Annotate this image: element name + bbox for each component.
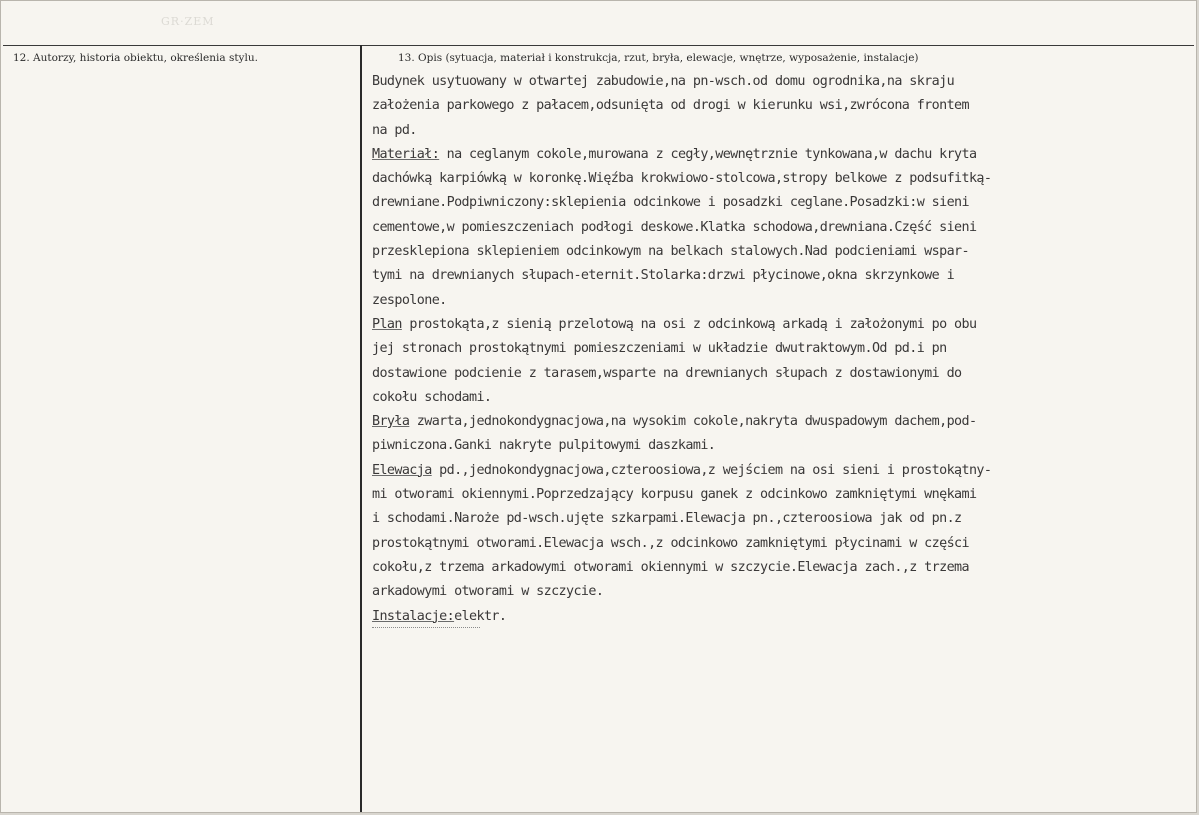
text-line: drewniane.Podpiwniczony:sklepienia odcinkowe i posadzki ceglane.Posadzki:w sieni [372,195,969,211]
elevation-label: Elewacja [372,462,432,478]
plan-first-line [372,313,1192,337]
text-line: na pd. [372,122,417,138]
text-line: tymi na drewnianych słupach-eternit.Stolarka:drzwi płycinowe,okna skrzynkowe i [372,268,955,284]
text-line: cementowe,w pomieszczeniach podłogi deskowe.Klatka schodowa,drewniana.Część sieni [372,219,977,235]
section-13-header: 13. Opis (sytuacja, materiał i konstrukcja, rzut, bryła, elewacje, wnętrze, wyposażenie, instalacje) [398,52,919,64]
material-label: Materiał: [372,146,440,162]
plan-text: prostokąta,z sienią przelotową na osi z odcinkową arkadą i założonymi po obu [401,316,977,332]
text-line: piwniczona.Ganki nakryte pulpitowymi daszkami. [372,438,716,454]
installations-value: elektr. [454,608,507,624]
section-13-description [372,70,1192,628]
installations-label: Instalacje: [372,608,455,624]
header-rule [3,45,1194,46]
column-divider [360,45,362,813]
massing-first-line [372,410,1192,434]
massing-label: Bryła [372,414,410,430]
elevation-text: pd.,jednokondygnacjowa,czteroosiowa,z wejściem na osi sieni i prostokątny- [431,462,992,478]
text-line: jej stronach prostokątnymi pomieszczeniami w układzie dwutraktowym.Od pd.i pn [372,341,947,357]
massing-text: zwarta,jednokondygnacjowa,na wysokim cokole,nakryta dwuspadowym dachem,pod- [409,414,977,430]
plan-label: Plan [372,316,402,332]
text-line: zespolone. [372,292,447,308]
material-first-line [372,143,1192,167]
text-line: przesklepiona sklepieniem odcinkowym na belkach stalowych.Nad podcieniami wspar- [372,244,969,260]
text-line: dostawione podcienie z tarasem,wsparte na drewnianych słupach z dostawionymi do [372,365,962,381]
text-line: Budynek usytuowany w otwartej zabudowie,na pn-wsch.od domu ogrodnika,na skraju [372,74,955,89]
text-line: cokołu,z trzema arkadowymi otworami okiennymi w szczycie.Elewacja zach.,z trzema [372,559,969,575]
material-text: na ceglanym cokole,murowana z cegły,wewnętrznie tynkowana,w dachu kryta [439,146,977,162]
text-line: mi otworami okiennymi.Poprzedzający korpusu ganek z odcinkowo zamkniętymi wnękami [372,487,977,503]
section-12-header: 12. Autorzy, historia obiektu, określenia stylu. [13,52,258,64]
text-line: cokołu schodami. [372,389,492,405]
text-line: arkadowymi otworami w szczycie. [372,584,604,600]
text-line: i schodami.Naroże pd-wsch.ujęte szkarpami.Elewacja pn.,czteroosiowa jak od pn.z [372,511,962,527]
installations-line [372,605,1192,629]
elevation-first-line [372,459,1192,483]
faint-stamp-mark: GR·ZEM [161,15,215,28]
text-line: prostokątnymi otworami.Elewacja wsch.,z odcinkowo zamkniętymi płycinami w części [372,535,969,551]
text-line: dachówką karpiówką w koronkę.Więźba krokwiowo-stolcowa,stropy belkowe z podsufitką- [372,171,992,187]
text-line: założenia parkowego z pałacem,odsunięta od drogi w kierunku wsi,zwrócona frontem [372,98,969,114]
